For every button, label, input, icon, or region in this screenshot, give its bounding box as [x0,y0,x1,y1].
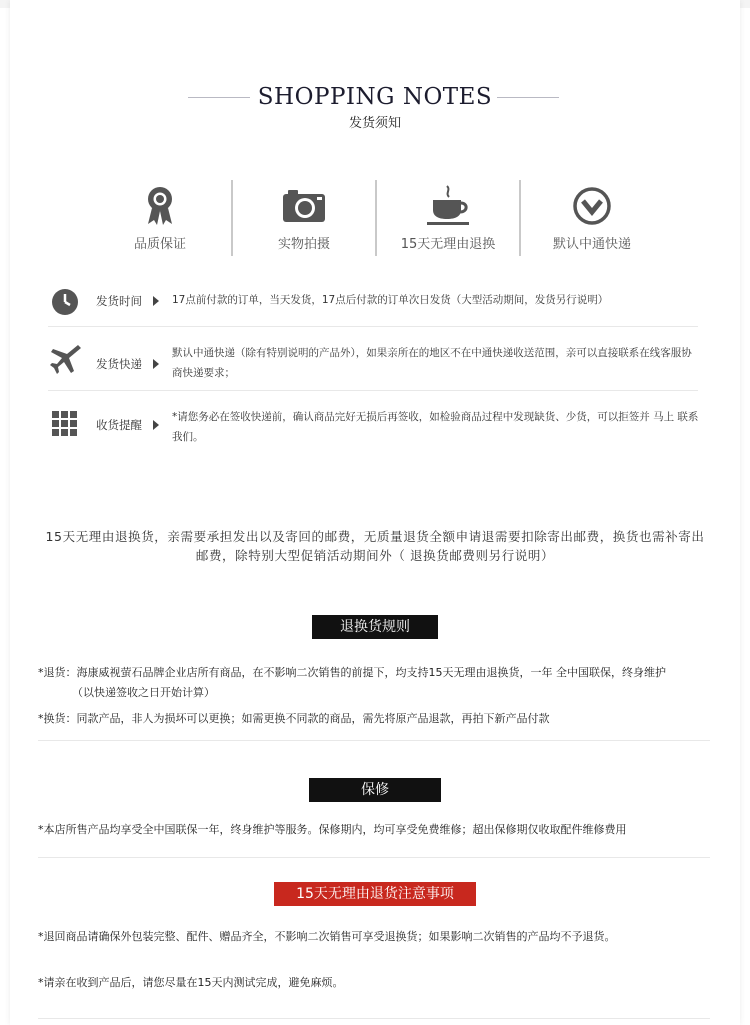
info-express [50,341,700,383]
info-text: 默认中通快递（除有特别说明的产品外），如果亲所在的地区不在中通快递收送范围，亲可以直接联系在线客服协商快递要求； [172,347,692,379]
feature-label: 实物拍摄 [277,237,330,252]
award-ribbon-icon [135,184,185,228]
info-text: 17点前付款的订单，当天发货，17点后付款的订单次日发货（大型活动期间，发货另行说明） [172,294,609,306]
feature-label: 15天无理由退换 [400,237,496,252]
return-rules-banner [0,615,750,639]
divider [48,390,698,391]
return-rule [38,663,728,703]
chevron-circle-icon [567,184,617,228]
feature-express [520,178,664,258]
info-label: 收货提醒 [96,418,142,432]
section-title: 保修 [309,778,441,802]
grid-icon [50,409,82,441]
coffee-cup-icon [423,184,473,228]
caret-right-icon [153,359,159,369]
return-notes-banner [0,882,750,906]
page-title: SHOPPING NOTES [257,84,493,110]
caret-right-icon [153,420,159,430]
camera-icon [279,184,329,228]
info-ship-time [50,287,700,317]
warranty-banner [0,778,750,802]
feature-row [88,178,664,258]
feature-quality [88,178,232,258]
caret-right-icon [153,296,159,306]
feature-photo [232,178,376,258]
feature-label: 品质保证 [133,237,186,252]
return-note-line: *退回商品请确保外包装完整、配件、赠品齐全，不影响二次销售可享受退换货；如果影响二次销售的产品均不予退货。 [38,930,616,943]
info-label: 发货快递 [96,357,142,371]
feature-return [376,178,520,258]
section-title: 退换货规则 [312,615,438,639]
clock-icon [50,287,82,319]
exchange-rule: *换货：同款产品，非人为损坏可以更换；如需更换不同款的商品，需先将原产品退款，再拍下新产品付款 [38,712,550,725]
airplane-icon [50,343,82,375]
header-rule-right [497,97,559,98]
page-subtitle: 发货须知 [348,116,401,131]
shipping-fee-notice: 15天无理由退换货，亲需要承担发出以及寄回的邮费，无质量退货全额申请退需要扣除寄出邮费，换货也需补寄出邮费，除特别大型促销活动期间外（ 退换货邮费则另行说明） [45,529,705,563]
info-receipt [50,405,700,447]
divider [38,740,710,741]
feature-label: 默认中通快递 [552,237,631,252]
return-rule-note: （以快递签收之日开始计算） [72,686,215,699]
section-title: 15天无理由退货注意事项 [274,882,476,906]
info-text: *请您务必在签收快递前，确认商品完好无损后再签收，如检验商品过程中发现缺货、少货，可以拒签并 马上 联系我们。 [172,411,699,443]
divider [38,1018,710,1019]
page-frame [10,0,740,1025]
divider [38,857,710,858]
info-label: 发货时间 [96,294,142,308]
divider [48,326,698,327]
warranty-text: *本店所售产品均享受全中国联保一年，终身维护等服务。保修期内，均可享受免费维修；超出保修期仅收取配件维修费用 [38,823,627,836]
return-note-line: *请亲在收到产品后，请您尽量在15天内测试完成，避免麻烦。 [38,976,344,989]
return-rule-line: *退货：海康威视萤石品牌企业店所有商品，在不影响二次销售的前提下，均支持15天无理由退换货，一年 全中国联保，终身维护 [38,666,666,679]
